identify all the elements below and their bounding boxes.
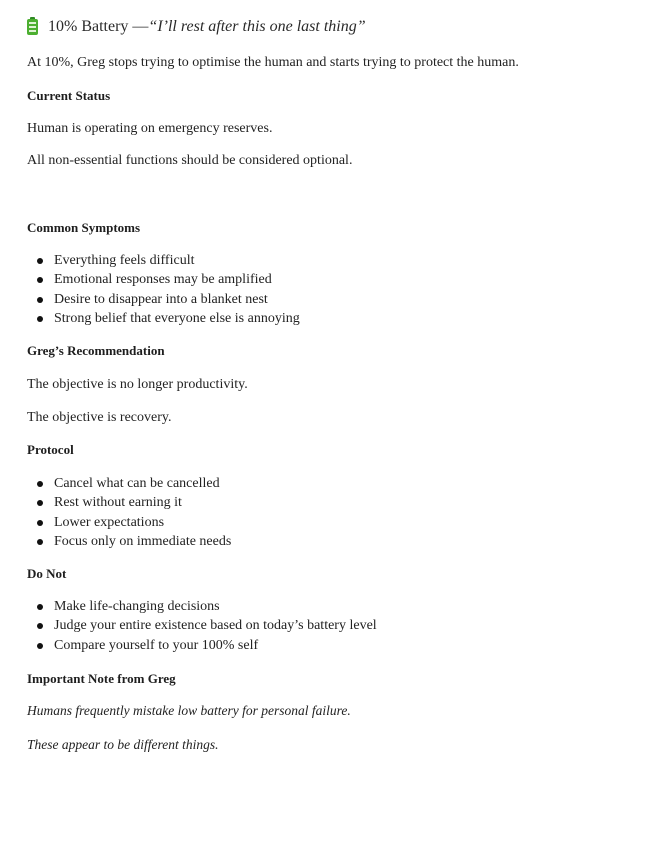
note-heading: Important Note from Greg bbox=[27, 671, 176, 686]
title-lead: 10% Battery — bbox=[48, 18, 149, 35]
symptoms-heading: Common Symptoms bbox=[27, 220, 141, 235]
current-status-heading: Current Status bbox=[27, 88, 111, 103]
list-item: Emotional responses may be amplified bbox=[27, 270, 300, 289]
recommendation-line: The objective is recovery. bbox=[27, 410, 172, 425]
bullet-icon bbox=[37, 539, 43, 545]
page-title bbox=[27, 15, 366, 39]
bullet-icon bbox=[37, 520, 43, 526]
bullet-icon bbox=[37, 258, 43, 264]
recommendation-line: The objective is no longer productivity. bbox=[27, 377, 248, 392]
list-item: Make life-changing decisions bbox=[27, 597, 377, 616]
protocol-heading: Protocol bbox=[27, 442, 74, 457]
bullet-icon bbox=[37, 481, 43, 487]
bullet-icon bbox=[37, 277, 43, 283]
list-item: Desire to disappear into a blanket nest bbox=[27, 290, 300, 309]
bullet-icon bbox=[37, 643, 43, 649]
list-item: Cancel what can be cancelled bbox=[27, 474, 231, 493]
do-not-heading: Do Not bbox=[27, 566, 67, 581]
note-line: These appear to be different things. bbox=[27, 737, 219, 752]
note-line: Humans frequently mistake low battery for personal failure. bbox=[27, 703, 351, 718]
title-quote: “I’ll rest after this one last thing” bbox=[148, 18, 366, 35]
list-item: Judge your entire existence based on today’s battery level bbox=[27, 616, 377, 635]
bullet-icon bbox=[37, 316, 43, 322]
status-line: Human is operating on emergency reserves. bbox=[27, 121, 273, 136]
intro-paragraph: At 10%, Greg stops trying to optimise the human and starts trying to protect the human. bbox=[27, 55, 519, 70]
list-item: Lower expectations bbox=[27, 513, 231, 532]
symptoms-list bbox=[27, 251, 300, 328]
status-line: All non-essential functions should be considered optional. bbox=[27, 153, 353, 168]
recommendation-heading: Greg’s Recommendation bbox=[27, 343, 165, 358]
protocol-list bbox=[27, 474, 231, 551]
bullet-icon bbox=[37, 604, 43, 610]
bullet-icon bbox=[37, 297, 43, 303]
battery-icon bbox=[27, 17, 38, 35]
bullet-icon bbox=[37, 623, 43, 629]
bullet-icon bbox=[37, 500, 43, 506]
list-item: Focus only on immediate needs bbox=[27, 532, 231, 551]
list-item: Compare yourself to your 100% self bbox=[27, 636, 377, 655]
list-item: Everything feels difficult bbox=[27, 251, 300, 270]
list-item: Rest without earning it bbox=[27, 493, 231, 512]
do-not-list bbox=[27, 597, 377, 655]
list-item: Strong belief that everyone else is annoying bbox=[27, 309, 300, 328]
